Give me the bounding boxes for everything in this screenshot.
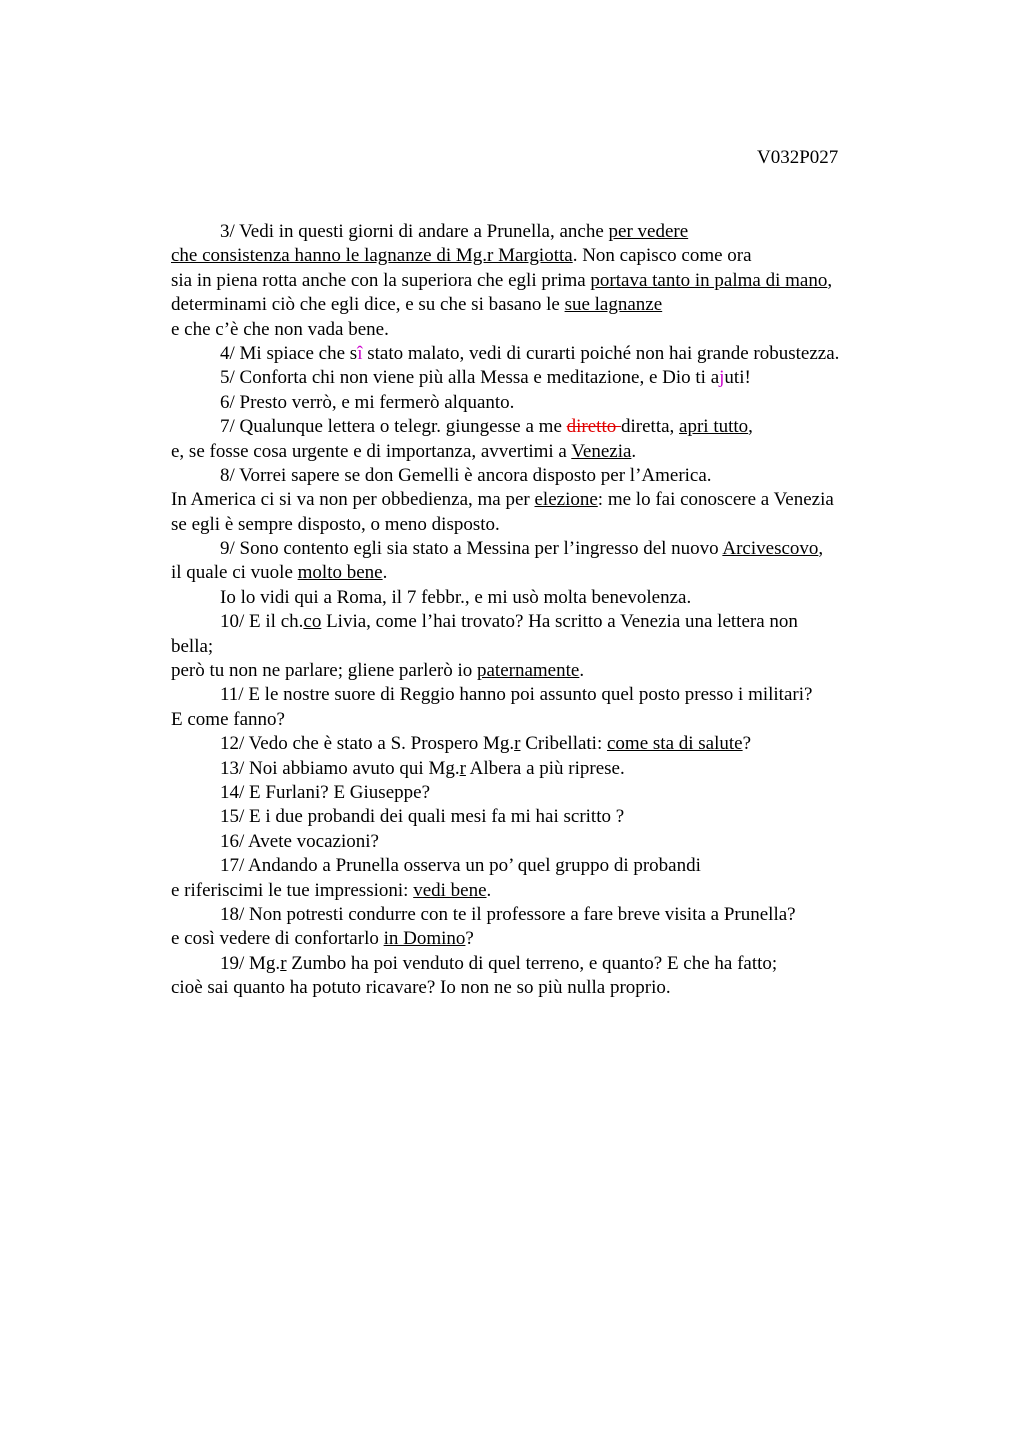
text-run: 6/ Presto verrò, e mi fermerò alquanto. bbox=[220, 391, 515, 413]
text-line bbox=[171, 561, 911, 585]
text-run: diretta, bbox=[621, 416, 680, 438]
text-line bbox=[171, 805, 911, 829]
text-run: ? bbox=[465, 928, 474, 950]
text-run: ? bbox=[742, 733, 752, 755]
text-line bbox=[171, 927, 911, 951]
underlined-text: per vedere bbox=[608, 221, 689, 242]
text-run: . bbox=[382, 562, 388, 584]
text-line bbox=[171, 415, 911, 439]
underlined-text: r bbox=[280, 952, 287, 974]
text-run: 4/ Mi spiace che s bbox=[220, 342, 358, 364]
text-run: bella; bbox=[171, 635, 214, 657]
text-line bbox=[171, 952, 911, 976]
text-run: sia in piena rotta anche con la superiora che egli prima bbox=[171, 269, 591, 291]
underlined-text: portava tanto in palma di mano bbox=[590, 269, 828, 291]
underlined-text: vedi bene bbox=[413, 879, 487, 901]
text-line bbox=[171, 464, 911, 488]
text-run: 3/ Vedi in questi giorni di andare a Prunella, anche bbox=[220, 221, 609, 242]
text-line bbox=[171, 976, 911, 1000]
text-line bbox=[171, 879, 911, 903]
text-line bbox=[171, 293, 911, 317]
underlined-text: elezione bbox=[534, 489, 598, 511]
text-line bbox=[171, 757, 911, 781]
text-line bbox=[171, 366, 911, 390]
text-run: Cribellati: bbox=[520, 733, 607, 755]
underlined-text: r bbox=[459, 757, 466, 779]
text-line bbox=[171, 683, 911, 707]
text-run: Albera a più riprese. bbox=[465, 757, 625, 779]
text-run: In America ci si va non per obbedienza, ma per bbox=[171, 489, 535, 511]
text-run: 8/ Vorrei sapere se don Gemelli è ancora disposto per l’America. bbox=[220, 464, 712, 486]
text-run: e così vedere di confortarlo bbox=[171, 928, 384, 950]
text-run: . bbox=[486, 879, 492, 901]
text-line bbox=[171, 903, 911, 927]
text-line bbox=[171, 244, 911, 268]
text-line bbox=[171, 781, 911, 805]
text-line bbox=[171, 854, 911, 878]
underlined-text: apri tutto bbox=[679, 416, 749, 438]
page-code: V032P027 bbox=[757, 147, 839, 168]
text-run: determinami ciò che egli dice, e su che si basano le bbox=[171, 294, 565, 316]
text-run: Livia, come l’hai trovato? Ha scritto a Venezia una lettera non bbox=[321, 611, 798, 633]
letter-body bbox=[171, 220, 911, 1001]
text-run: , bbox=[827, 269, 833, 291]
text-run: Zumbo ha poi venduto di quel terreno, e quanto? E che ha fatto; bbox=[286, 952, 778, 974]
text-line bbox=[171, 220, 911, 244]
text-line bbox=[171, 610, 911, 634]
text-run: , bbox=[748, 416, 753, 438]
underlined-text: in Domino bbox=[383, 928, 466, 950]
text-run: il quale ci vuole bbox=[171, 562, 298, 584]
underlined-text: che consistenza hanno le lagnanze di Mg.r Margiotta bbox=[171, 245, 573, 267]
text-run: uti! bbox=[724, 367, 751, 389]
text-run: 17/ Andando a Prunella osserva un po’ quel gruppo di probandi bbox=[220, 855, 701, 877]
text-run: però tu non ne parlare; gliene parlerò io bbox=[171, 660, 477, 682]
corrected-letter: î bbox=[357, 342, 363, 364]
text-run: se egli è sempre disposto, o meno disposto. bbox=[171, 513, 500, 535]
text-run: 19/ Mg. bbox=[220, 952, 281, 974]
underlined-text: r bbox=[514, 733, 521, 755]
text-line bbox=[171, 269, 911, 293]
underlined-text: Venezia bbox=[571, 440, 632, 462]
text-run: 14/ E Furlani? E Giuseppe? bbox=[220, 781, 431, 803]
deleted-text: diretto bbox=[566, 416, 621, 438]
text-run: 9/ Sono contento egli sia stato a Messina per l’ingresso del nuovo bbox=[220, 538, 723, 560]
text-run: : me lo fai conoscere a Venezia bbox=[597, 489, 834, 511]
underlined-text: molto bene bbox=[297, 562, 383, 584]
text-line bbox=[171, 513, 911, 537]
underlined-text: Arcivescovo bbox=[722, 538, 819, 560]
text-line bbox=[171, 708, 911, 732]
text-run: 18/ Non potresti condurre con te il professore a fare breve visita a Prunella? bbox=[220, 903, 796, 925]
text-run: 7/ Qualunque lettera o telegr. giungesse a me bbox=[220, 416, 567, 438]
text-line bbox=[171, 488, 911, 512]
text-line bbox=[171, 318, 911, 342]
text-run: 13/ Noi abbiamo avuto qui Mg. bbox=[220, 757, 460, 779]
underlined-text: come sta di salute bbox=[607, 733, 743, 755]
text-line bbox=[171, 586, 911, 610]
text-line bbox=[171, 659, 911, 683]
text-line bbox=[171, 391, 911, 415]
text-line bbox=[171, 440, 911, 464]
underlined-text: paternamente bbox=[477, 660, 580, 682]
text-line bbox=[171, 732, 911, 756]
text-run: . Non capisco come ora bbox=[572, 245, 752, 267]
corrected-letter: j bbox=[719, 367, 725, 389]
text-run: E come fanno? bbox=[171, 708, 285, 730]
text-run: e riferiscimi le tue impressioni: bbox=[171, 879, 414, 901]
text-line bbox=[171, 342, 911, 366]
text-run: e, se fosse cosa urgente e di importanza, avvertimi a bbox=[171, 440, 572, 462]
text-run: cioè sai quanto ha potuto ricavare? Io non ne so più nulla proprio. bbox=[171, 977, 671, 999]
text-line bbox=[171, 635, 911, 659]
text-run: 11/ E le nostre suore di Reggio hanno poi assunto quel posto presso i militari? bbox=[220, 684, 813, 706]
text-run: stato malato, vedi di curarti poiché non hai grande robustezza. bbox=[362, 342, 840, 364]
text-run: 10/ E il ch. bbox=[220, 611, 304, 633]
text-line bbox=[171, 830, 911, 854]
text-run: . bbox=[631, 440, 637, 462]
text-run: . bbox=[579, 660, 585, 682]
text-run: 5/ Conforta chi non viene più alla Messa e meditazione, e Dio ti a bbox=[220, 367, 720, 389]
text-line bbox=[171, 537, 911, 561]
underlined-text: sue lagnanze bbox=[564, 294, 663, 316]
text-run: 12/ Vedo che è stato a S. Prospero Mg. bbox=[220, 733, 515, 755]
text-run: Io lo vidi qui a Roma, il 7 febbr., e mi usò molta benevolenza. bbox=[220, 586, 692, 608]
text-run: 15/ E i due probandi dei quali mesi fa mi hai scritto ? bbox=[220, 806, 625, 828]
text-run: e che c’è che non vada bene. bbox=[171, 318, 389, 340]
text-run: , bbox=[818, 538, 824, 560]
underlined-text: co bbox=[303, 611, 322, 633]
text-run: 16/ Avete vocazioni? bbox=[220, 830, 379, 852]
